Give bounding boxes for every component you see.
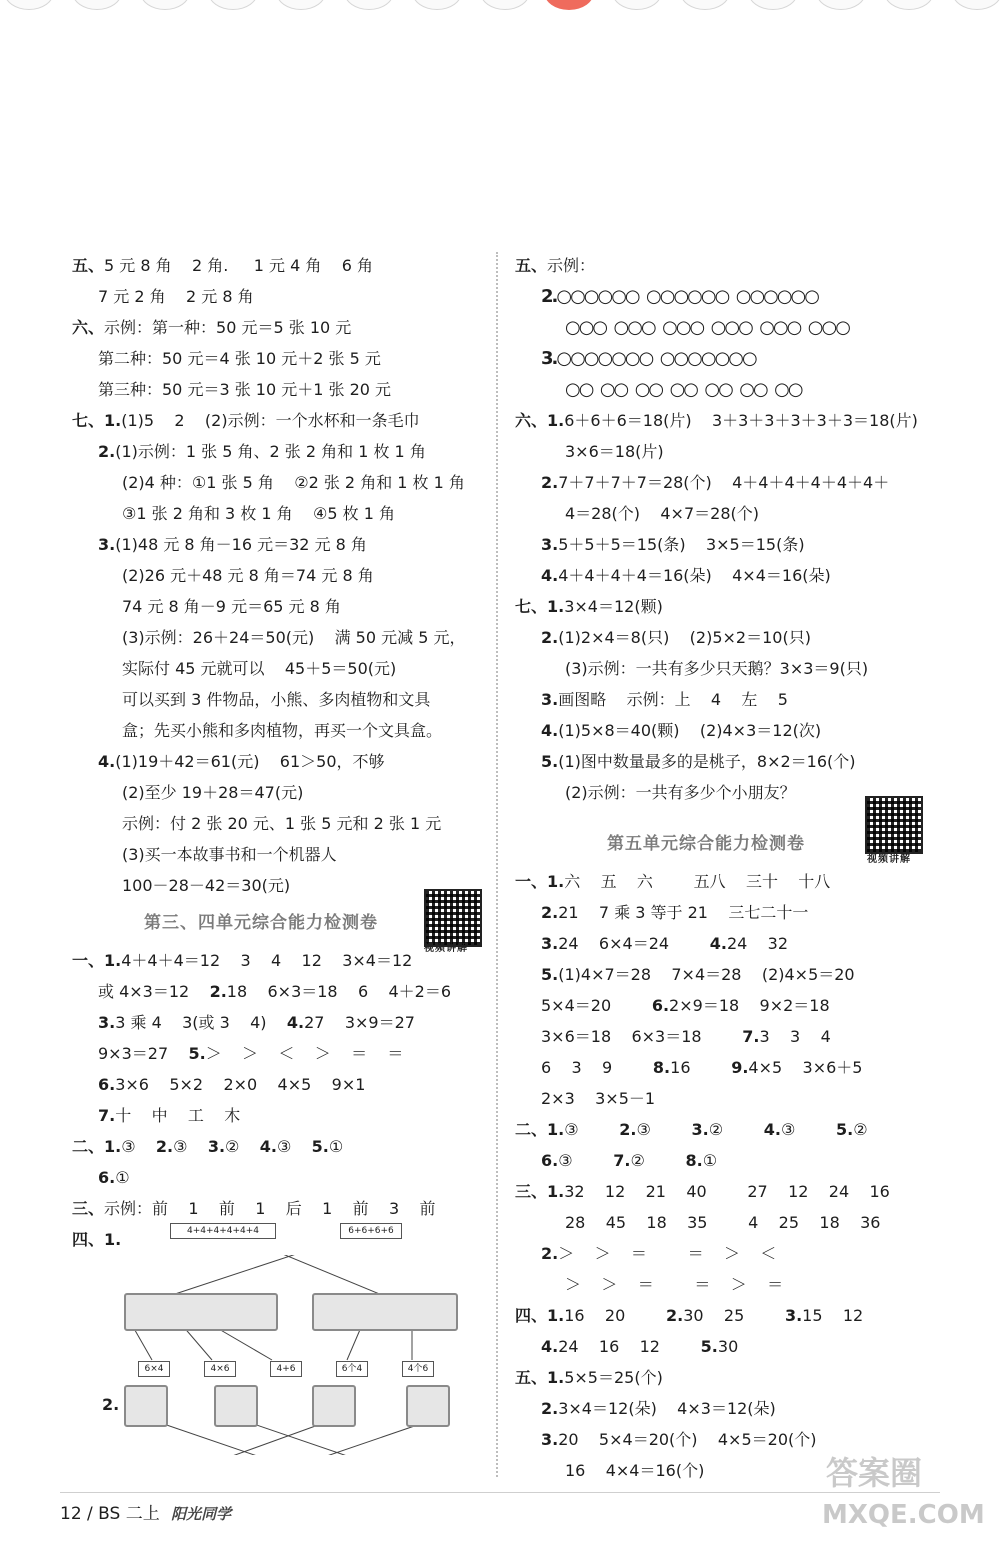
answer-line: 3.24 6×4＝24 4.24 32 xyxy=(541,934,789,953)
answer-line: ③1 张 2 角和 3 枚 1 角 ④5 枚 1 角 xyxy=(122,504,395,523)
answer-line: 第二种：50 元＝4 张 10 元＋2 张 5 元 xyxy=(98,349,381,368)
page-footer xyxy=(60,1500,231,1528)
answer-line: 2.3×4＝12(朵) 4×3＝12(朵) xyxy=(541,1399,776,1418)
answer-line: 或 4×3＝12 2.18 6×3＝18 6 4＋2＝6 xyxy=(98,982,452,1001)
answer-line: (3)示例：26＋24＝50(元) 满 50 元减 5 元， xyxy=(122,628,466,647)
answer-line: 五、示例： xyxy=(515,256,596,275)
answer-line: (2)4 种：①1 张 5 角 ②2 张 2 角和 1 枚 1 角 xyxy=(122,473,465,492)
answer-line: 6 3 9 8.16 9.4×5 3×6＋5 xyxy=(541,1058,863,1077)
answer-line: 28 45 18 35 4 25 18 36 xyxy=(565,1213,881,1232)
qr-caption: 视频讲解 xyxy=(867,854,911,865)
answer-line: (2)至少 19＋28＝47(元) xyxy=(122,783,304,802)
question-number: 2. xyxy=(102,1395,120,1414)
tab-dot xyxy=(480,0,530,10)
right-column xyxy=(515,250,925,1486)
section-title-units-3-4 xyxy=(72,901,482,954)
expression-box: 4+4+4+4+4+4 xyxy=(170,1223,276,1239)
answer-lines-right xyxy=(515,250,925,808)
answer-line: 三、1.32 12 21 40 27 12 24 16 xyxy=(515,1182,890,1201)
answer-line: 六、示例：第一种：50 元＝5 张 10 元 xyxy=(72,318,352,337)
tab-dot xyxy=(208,0,258,10)
answer-line: (3)买一本故事书和一个机器人 xyxy=(122,845,337,864)
answer-line: 七、1.(1)5 2 (2)示例：一个水杯和一条毛巾 xyxy=(72,411,420,430)
answer-line: 5.(1)4×7＝28 7×4＝28 (2)4×5＝20 xyxy=(541,965,855,984)
tab-dot xyxy=(952,0,1000,10)
answer-line: 4.4＋4＋4＋4＝16(朵) 4×4＝16(朵) xyxy=(541,566,831,585)
tab-dot xyxy=(680,0,730,10)
answer-line: 6.③ 7.② 8.① xyxy=(541,1151,718,1170)
watermark-site: MXQE.COM xyxy=(822,1500,985,1530)
ants-picture xyxy=(312,1293,458,1331)
top-tab-strip xyxy=(0,0,1000,14)
answer-line: 3×6＝18(片) xyxy=(565,442,664,461)
footer-divider xyxy=(60,1492,940,1493)
answer-line: 2×3 3×5－1 xyxy=(541,1089,656,1108)
answer-line: 三、示例：前 1 前 1 后 1 前 3 前 xyxy=(72,1199,436,1218)
answer-line: 3.(1)48 元 8 角－16 元＝32 元 8 角 xyxy=(98,535,367,554)
answer-line: 四、1.16 20 2.30 25 3.15 12 xyxy=(515,1306,864,1325)
answer-line: ○○ ○○ ○○ ○○ ○○ ○○ ○○ xyxy=(565,379,802,400)
answer-line: 第三种：50 元＝3 张 10 元＋1 张 20 元 xyxy=(98,380,392,399)
answer-lines-right-2 xyxy=(515,866,925,1486)
answer-line: 示例：付 2 张 20 元、1 张 5 元和 2 张 1 元 xyxy=(122,814,442,833)
answer-line: 盒；先买小熊和多肉植物，再买一个文具盒。 xyxy=(122,721,443,740)
tab-dot xyxy=(816,0,866,10)
expression-box: 4个6 xyxy=(402,1361,434,1377)
answer-line: 3.○○○○○○○ ○○○○○○○ xyxy=(541,348,756,369)
answer-line: 二、1.③ 2.③ 3.② 4.③ 5.① xyxy=(72,1137,344,1156)
section-title-text: 第五单元综合能力检测卷 xyxy=(607,834,805,854)
answer-line: 2.(1)示例：1 张 5 角、2 张 2 角和 1 枚 1 角 xyxy=(98,442,426,461)
answer-line: 2.○○○○○○ ○○○○○○ ○○○○○○ xyxy=(541,286,818,307)
answer-lines-left-2 xyxy=(72,945,482,1255)
answer-line: 可以买到 3 件物品，小熊、多肉植物和文具 xyxy=(122,690,431,709)
answer-line: 实际付 45 元就可以 45＋5＝50(元) xyxy=(122,659,397,678)
answer-line: 3.20 5×4＝20(个) 4×5＝20(个) xyxy=(541,1430,817,1449)
answer-line: 二、1.③ 2.③ 3.② 4.③ 5.② xyxy=(515,1120,868,1139)
tab-dot xyxy=(72,0,122,10)
answer-line: 六、1.6＋6＋6＝18(片) 3＋3＋3＋3＋3＋3＝18(片) xyxy=(515,411,918,430)
expression-box: 6个4 xyxy=(336,1361,368,1377)
answer-line: 7.十 中 工 木 xyxy=(98,1106,241,1125)
shape-view-picture xyxy=(312,1385,356,1427)
answer-line: 2.＞ ＞ ＝ ＝ ＞ ＜ xyxy=(541,1244,777,1263)
tab-dot xyxy=(748,0,798,10)
answer-line: 4＝28(个) 4×7＝28(个) xyxy=(565,504,759,523)
answer-line: 一、1.4＋4＋4＝12 3 4 12 3×4＝12 xyxy=(72,951,413,970)
answer-line: (2)26 元＋48 元 8 角＝74 元 8 角 xyxy=(122,566,374,585)
answer-line: 3×6＝18 6×3＝18 7.3 3 4 xyxy=(541,1027,831,1046)
left-column xyxy=(72,250,482,1455)
tab-dot xyxy=(276,0,326,10)
tab-dot-active xyxy=(544,0,594,10)
answer-line: (2)示例：一共有多少个小朋友？ xyxy=(565,783,796,802)
answer-line: 100－28－42＝30(元) xyxy=(122,876,291,895)
answer-line: 74 元 8 角－9 元＝65 元 8 角 xyxy=(122,597,341,616)
answer-line: 6.3×6 5×2 2×0 4×5 9×1 xyxy=(98,1075,366,1094)
shape-view-picture xyxy=(214,1385,258,1427)
column-divider xyxy=(496,252,498,1477)
answer-line: 一、1.六 五 六 五八 三十 十八 xyxy=(515,872,831,891)
answer-line: 9×3＝27 5.＞ ＞ ＜ ＞ ＝ ＝ xyxy=(98,1044,404,1063)
expression-box: 6+6+6+6 xyxy=(340,1223,402,1239)
tab-dot xyxy=(140,0,190,10)
answer-line: 2.(1)2×4＝8(只) (2)5×2＝10(只) xyxy=(541,628,811,647)
page-number: 12 / BS 二上 xyxy=(60,1504,160,1524)
answer-line: ＞ ＞ ＝ ＝ ＞ ＝ xyxy=(565,1275,784,1294)
bees-picture xyxy=(124,1293,278,1331)
answer-line: ○○○ ○○○ ○○○ ○○○ ○○○ ○○○ xyxy=(565,317,849,338)
answer-line: 16 4×4＝16(个) xyxy=(565,1461,705,1480)
answer-line: 3.画图略 示例：上 4 左 5 xyxy=(541,690,788,709)
answer-lines-left xyxy=(72,250,482,901)
answer-line: 五、5 元 8 角 2 角. 1 元 4 角 6 角 xyxy=(72,256,373,275)
section-title-text: 第三、四单元综合能力检测卷 xyxy=(144,913,378,933)
answer-line: 2.7＋7＋7＋7＝28(个) 4＋4＋4＋4＋4＋4＋ xyxy=(541,473,890,492)
tab-dot xyxy=(4,0,54,10)
answer-line: 五、1.5×5＝25(个) xyxy=(515,1368,663,1387)
answer-line: 4.(1)19＋42＝61(元) 61＞50，不够 xyxy=(98,752,385,771)
qr-code-icon[interactable] xyxy=(865,796,923,854)
watermark-logo: 答案圈 xyxy=(826,1454,923,1492)
qr-caption: 视频讲解 xyxy=(424,943,468,954)
answer-line: 2.21 7 乘 3 等于 21 三七二十一 xyxy=(541,903,809,922)
answer-line: (3)示例：一共有多少只天鹅？3×3＝9(只) xyxy=(565,659,869,678)
expression-box: 4×6 xyxy=(204,1361,236,1377)
shape-view-picture xyxy=(406,1385,450,1427)
tab-dot xyxy=(412,0,462,10)
expression-box: 6×4 xyxy=(138,1361,170,1377)
answer-line: 4.24 16 12 5.30 xyxy=(541,1337,739,1356)
answer-line: 7 元 2 角 2 元 8 角 xyxy=(98,287,254,306)
tab-dot xyxy=(612,0,662,10)
brand-logo: 阳光同学 xyxy=(171,1505,232,1523)
answer-line: 七、1.3×4＝12(颗) xyxy=(515,597,663,616)
section-title-unit-5 xyxy=(515,822,925,866)
answer-line: 四、1. xyxy=(72,1230,122,1249)
answer-line: 3.5＋5＋5＝15(条) 3×5＝15(条) xyxy=(541,535,805,554)
answer-line: 5.(1)图中数量最多的是桃子，8×2＝16(个) xyxy=(541,752,856,771)
answer-line: 3.3 乘 4 3(或 3 4) 4.27 3×9＝27 xyxy=(98,1013,415,1032)
answer-line: 4.(1)5×8＝40(颗) (2)4×3＝12(次) xyxy=(541,721,822,740)
answer-line: 5×4＝20 6.2×9＝18 9×2＝18 xyxy=(541,996,830,1015)
qr-code-icon[interactable] xyxy=(424,889,482,947)
tab-dot xyxy=(344,0,394,10)
tab-dot xyxy=(884,0,934,10)
answer-line: 6.① xyxy=(98,1168,130,1187)
expression-box: 4+6 xyxy=(270,1361,302,1377)
shape-view-picture xyxy=(124,1385,168,1427)
